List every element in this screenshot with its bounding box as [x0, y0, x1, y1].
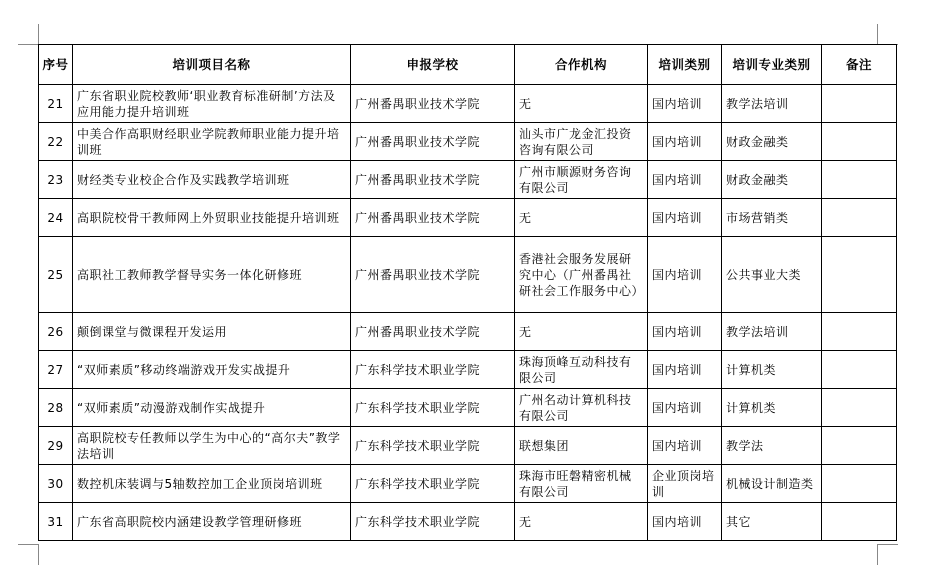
- header-major: 培训专业类别: [722, 45, 822, 85]
- cell-category: 国内培训: [648, 351, 722, 389]
- cell-partner: 广州市顺源财务咨询有限公司: [515, 161, 648, 199]
- table-row: [39, 199, 897, 237]
- cell-partner: 联想集团: [515, 427, 648, 465]
- cell-major: 教学法: [722, 427, 822, 465]
- cell-note: [822, 427, 897, 465]
- cell-note: [822, 389, 897, 427]
- table-row: [39, 237, 897, 313]
- table-row: [39, 389, 897, 427]
- cell-no: 26: [39, 313, 73, 351]
- cell-note: [822, 123, 897, 161]
- header-partner: 合作机构: [515, 45, 648, 85]
- header-note: 备注: [822, 45, 897, 85]
- cell-project-name: 广东省高职院校内涵建设教学管理研修班: [73, 503, 351, 541]
- cell-no: 21: [39, 85, 73, 123]
- cell-school: 广州番禺职业技术学院: [351, 237, 515, 313]
- cell-school: 广州番禺职业技术学院: [351, 313, 515, 351]
- cell-no: 30: [39, 465, 73, 503]
- cell-note: [822, 465, 897, 503]
- cell-category: 企业顶岗培训: [648, 465, 722, 503]
- cell-major: 教学法培训: [722, 313, 822, 351]
- cell-category: 国内培训: [648, 123, 722, 161]
- table-row: [39, 503, 897, 541]
- table-row: [39, 123, 897, 161]
- cell-major: 公共事业大类: [722, 237, 822, 313]
- cell-no: 31: [39, 503, 73, 541]
- cell-note: [822, 161, 897, 199]
- cell-category: 国内培训: [648, 199, 722, 237]
- cell-partner: 广州名动计算机科技有限公司: [515, 389, 648, 427]
- cell-no: 25: [39, 237, 73, 313]
- cell-no: 29: [39, 427, 73, 465]
- cell-partner: 无: [515, 85, 648, 123]
- cell-school: 广东科学技术职业学院: [351, 465, 515, 503]
- table-row: [39, 427, 897, 465]
- cell-category: 国内培训: [648, 389, 722, 427]
- cell-category: 国内培训: [648, 427, 722, 465]
- cell-partner: 珠海市旺磐精密机械有限公司: [515, 465, 648, 503]
- cell-category: 国内培训: [648, 85, 722, 123]
- cell-project-name: 中美合作高职财经职业学院教师职业能力提升培训班: [73, 123, 351, 161]
- header-school: 申报学校: [351, 45, 515, 85]
- cell-school: 广州番禺职业技术学院: [351, 161, 515, 199]
- cell-project-name: 高职院校专任教师以学生为中心的“高尔夫”教学法培训: [73, 427, 351, 465]
- table-header-row: [39, 45, 897, 85]
- cell-no: 27: [39, 351, 73, 389]
- cell-note: [822, 351, 897, 389]
- header-project-name: 培训项目名称: [73, 45, 351, 85]
- table-row: [39, 313, 897, 351]
- cell-project-name: 数控机床装调与5轴数控加工企业顶岗培训班: [73, 465, 351, 503]
- cell-major: 财政金融类: [722, 161, 822, 199]
- cell-partner: 汕头市广龙金汇投资咨询有限公司: [515, 123, 648, 161]
- cell-major: 财政金融类: [722, 123, 822, 161]
- cell-school: 广州番禺职业技术学院: [351, 199, 515, 237]
- cell-no: 24: [39, 199, 73, 237]
- cell-partner: 无: [515, 313, 648, 351]
- cell-school: 广东科学技术职业学院: [351, 389, 515, 427]
- cell-school: 广东科学技术职业学院: [351, 351, 515, 389]
- cell-partner: 无: [515, 199, 648, 237]
- cell-note: [822, 85, 897, 123]
- cell-category: 国内培训: [648, 161, 722, 199]
- cell-category: 国内培训: [648, 237, 722, 313]
- cell-major: 其它: [722, 503, 822, 541]
- cell-category: 国内培训: [648, 313, 722, 351]
- cell-no: 28: [39, 389, 73, 427]
- cell-major: 计算机类: [722, 389, 822, 427]
- cell-project-name: 颠倒课堂与微课程开发运用: [73, 313, 351, 351]
- cell-major: 市场营销类: [722, 199, 822, 237]
- cell-partner: 无: [515, 503, 648, 541]
- training-projects-table: [38, 44, 897, 541]
- cell-project-name: “双师素质”动漫游戏制作实战提升: [73, 389, 351, 427]
- cell-partner: 珠海顶峰互动科技有限公司: [515, 351, 648, 389]
- crop-mark-bottom-left: [18, 544, 39, 565]
- cell-school: 广东科学技术职业学院: [351, 503, 515, 541]
- cell-major: 计算机类: [722, 351, 822, 389]
- cell-note: [822, 313, 897, 351]
- table-row: [39, 85, 897, 123]
- cell-note: [822, 199, 897, 237]
- header-category: 培训类别: [648, 45, 722, 85]
- crop-mark-top-right: [877, 24, 898, 45]
- table-row: [39, 161, 897, 199]
- cell-category: 国内培训: [648, 503, 722, 541]
- table-row: [39, 351, 897, 389]
- cell-major: 教学法培训: [722, 85, 822, 123]
- cell-project-name: 财经类专业校企合作及实践教学培训班: [73, 161, 351, 199]
- cell-major: 机械设计制造类: [722, 465, 822, 503]
- cell-partner: 香港社会服务发展研究中心（广州番禺社研社会工作服务中心）: [515, 237, 648, 313]
- table-row: [39, 465, 897, 503]
- cell-no: 23: [39, 161, 73, 199]
- cell-no: 22: [39, 123, 73, 161]
- cell-school: 广州番禺职业技术学院: [351, 85, 515, 123]
- cell-note: [822, 237, 897, 313]
- cell-school: 广东科学技术职业学院: [351, 427, 515, 465]
- cell-project-name: 高职院校骨干教师网上外贸职业技能提升培训班: [73, 199, 351, 237]
- crop-mark-top-left: [18, 24, 39, 45]
- header-no: 序号: [39, 45, 73, 85]
- crop-mark-bottom-right: [877, 544, 898, 565]
- cell-project-name: 高职社工教师教学督导实务一体化研修班: [73, 237, 351, 313]
- cell-school: 广州番禺职业技术学院: [351, 123, 515, 161]
- cell-project-name: 广东省职业院校教师‘职业教育标准研制’方法及应用能力提升培训班: [73, 85, 351, 123]
- cell-project-name: “双师素质”移动终端游戏开发实战提升: [73, 351, 351, 389]
- cell-note: [822, 503, 897, 541]
